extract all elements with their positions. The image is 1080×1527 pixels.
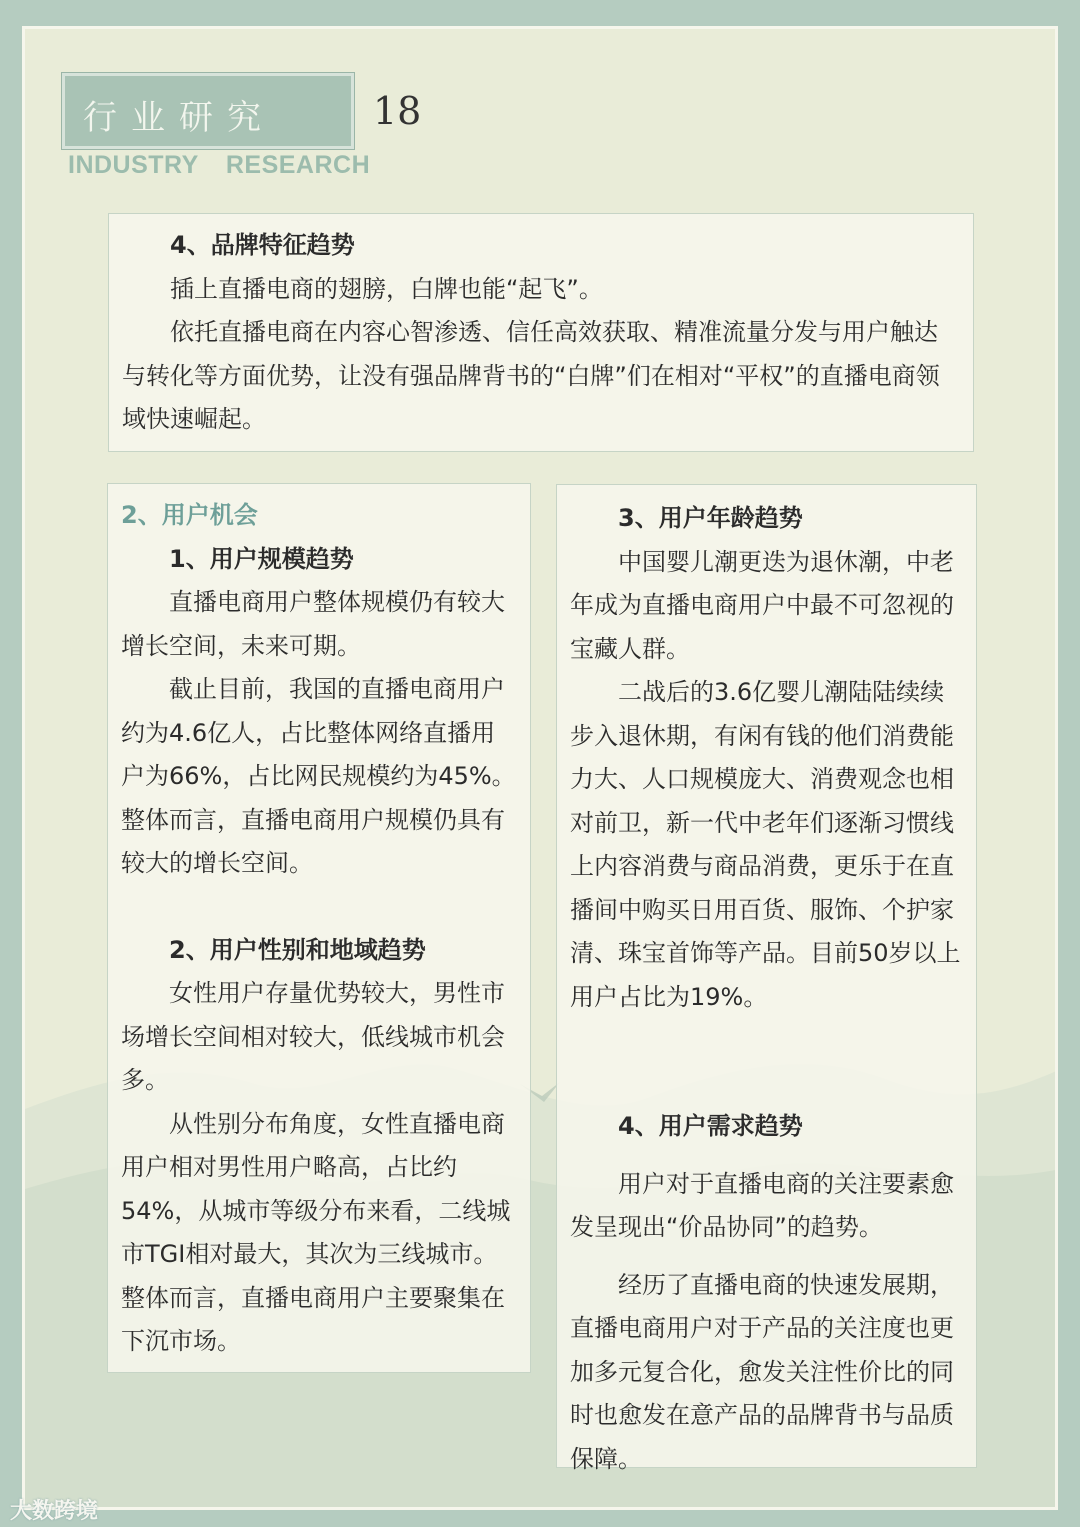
user-gender-body: 从性别分布角度，女性直播电商用户相对男性用户略高，占比约54%，从城市等级分布来看，二线城市TGI相对最大，其次为三线城市。整体而言，直播电商用户主要聚集在下沉市场。: [121, 1109, 511, 1355]
user-gender-heading: 2、用户性别和地域趋势: [169, 935, 426, 964]
user-gender-lead: 女性用户存量优势较大，男性市场增长空间相对较大，低线城市机会多。: [121, 979, 505, 1094]
user-age-lead: 中国婴儿潮更迭为退休潮，中老年成为直播电商用户中最不可忽视的宝藏人群。: [570, 547, 954, 663]
spacer: [570, 1250, 964, 1264]
page-number: 18: [373, 89, 422, 133]
brand-trend-heading: 4、品牌特征趋势: [170, 231, 355, 259]
user-demand-lead: 用户对于直播电商的关注要素愈发呈现出“价品协同”的趋势。: [570, 1169, 954, 1241]
section-badge: [62, 73, 354, 149]
brand-trend-card: [108, 213, 974, 452]
user-age-card: [556, 484, 977, 1473]
user-opportunity-card: [107, 483, 531, 1373]
section-subtitle: INDUSTRY RESEARCH: [68, 151, 371, 179]
brand-trend-body: 依托直播电商在内容心智渗透、信任高效获取、精准流量分发与用户触达与转化等方面优势，让没有强品牌背书的“白牌”们在相对“平权”的直播电商领域快速崛起。: [122, 318, 940, 433]
user-opportunity-title: 2、用户机会: [121, 501, 258, 529]
spacer: [570, 1149, 964, 1163]
user-scale-body: 截止目前，我国的直播电商用户约为4.6亿人，占比整体网络直播用户为66%，占比网民规模约为45%。整体而言，直播电商用户规模仍具有较大的增长空间。: [121, 675, 516, 877]
spacer: [121, 886, 517, 929]
spacer: [570, 1062, 964, 1105]
page: [22, 26, 1058, 1510]
section-title: 行业研究: [83, 98, 275, 138]
user-demand-body: 经历了直播电商的快速发展期，直播电商用户对于产品的关注度也更加多元复合化，愈发关注性价比的同时也愈发在意产品的品牌背书与品质保障。: [570, 1270, 954, 1473]
user-scale-lead: 直播电商用户整体规模仍有较大增长空间，未来可期。: [121, 588, 505, 660]
brand-trend-lead: 插上直播电商的翅膀，白牌也能“起飞”。: [170, 274, 603, 303]
spacer: [570, 1019, 964, 1062]
user-age-heading: 3、用户年龄趋势: [618, 504, 803, 532]
user-age-body: 二战后的3.6亿婴儿潮陆陆续续步入退休期，有闲有钱的他们消费能力大、人口规模庞大、消费观念也相对前卫，新一代中老年们逐渐习惯线上内容消费与商品消费，更乐于在直播间中购买日用百货、服饰、个护家清、珠宝首饰等产品。目前50岁以上用户占比为19%。: [570, 678, 961, 1011]
user-scale-heading: 1、用户规模趋势: [169, 544, 354, 573]
user-demand-heading: 4、用户需求趋势: [618, 1112, 803, 1140]
watermark-logo: 大数跨境: [10, 1499, 99, 1524]
